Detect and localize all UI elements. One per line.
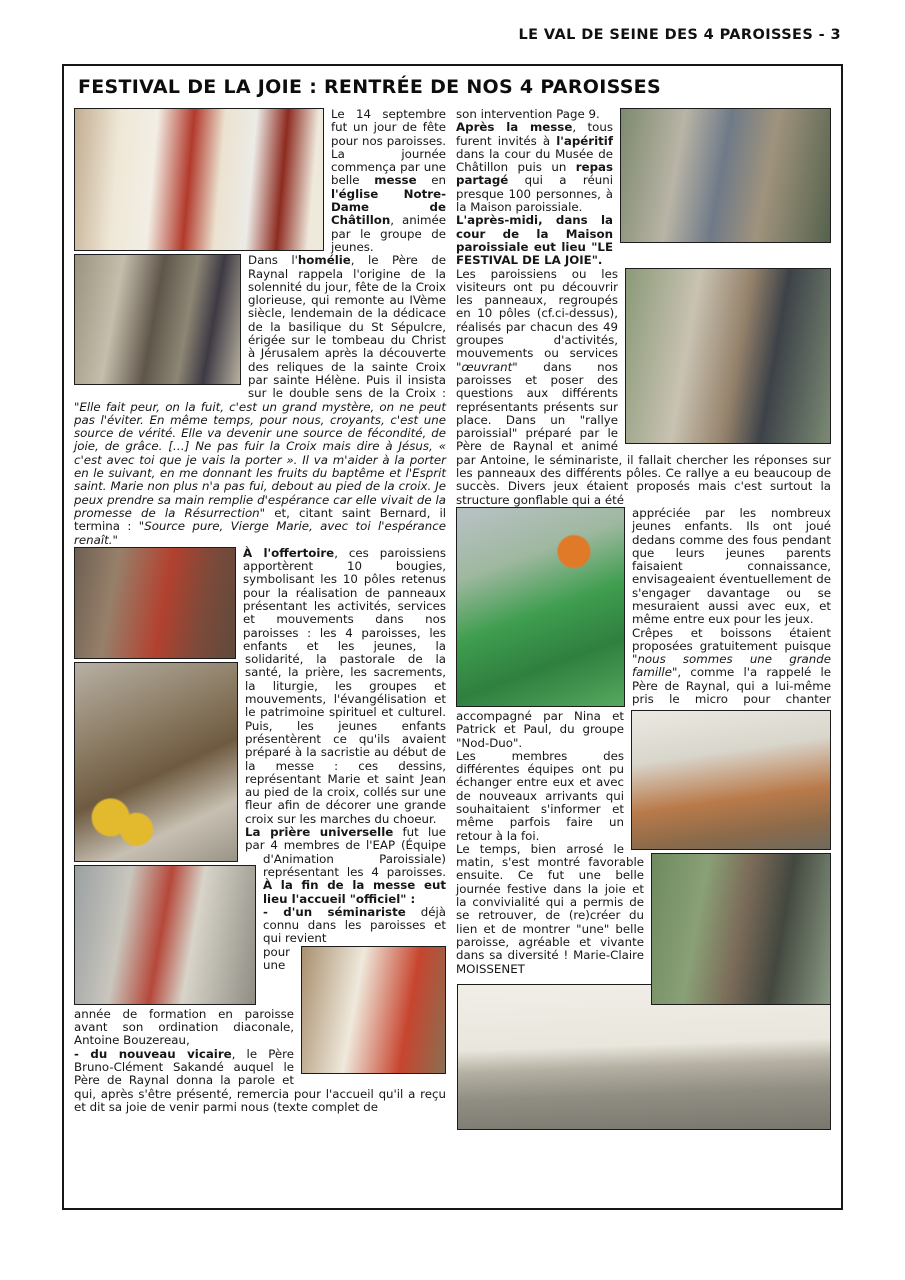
photo-singers-microphone (651, 853, 831, 1005)
article-paragraph: Le temps, bien arrosé le matin, s'est montré favorable ensuite. Ce fut une belle journée festive dans la joie et la convivialité qui a permis de se retrouver, de (re)créer du lien et de montrer "une" belle paroisse, agréable et vivante dans sa diversité ! Marie-Claire MOISSENET (456, 841, 644, 976)
column-right (456, 108, 831, 1130)
photo-children-choir-cross (74, 662, 238, 862)
article-paragraph: Crêpes et boissons étaient proposées gratuitement puisque "nous sommes une grande famille", comme l'a rappelé le Père de Raynal, qui a lui-même pris le micro pour chanter accompagné par Nina et Patrick et Paul, du groupe "Nod-Duo". (456, 625, 831, 750)
article-paragraph: Dans l'homélie, le Père de Raynal rappela l'origine de la solennité du jour, fête de la Croix glorieuse, qui remonte au IVème siècle, lendemain de la dédicace de la basilique du St Sépulcre, érigée sur le tombeau du Christ à Jérusalem après la découverte des reliques de la sainte Croix par sainte Hélène. Puis il insista sur le double sens de la Croix : "Elle fait peur, on la fuit, c'est un grand mystère, on ne peut pas l'éviter. En même temps, pour nous, croyants, c'est une source de vérité. Elle va devenir une source de fécondité, de joie, de grâce. […] Ne pas fuir la Croix mais dire à Jésus, « c'est avec toi que je vais la porter ». Il va m'aider à la porter en le suivant, en me donnant les fruits du baptême et l'Esprit saint. Marie non plus n'a pas fui, debout au pied de la croix. Je peux prendre sa main remplie d'espérance car elle vivait de la promesse de la Résurrection" et, citant saint Bernard, il termina : "Source pure, Vierge Marie, avec toi l'espérance renaît." (74, 253, 447, 547)
article-paragraph: - du nouveau vicaire, le Père Bruno-Clément Sakandé auquel le Père de Raynal donna la parole et qui, après s'être présenté, remercia pour l'accueil qu'il a reçu et dit sa joie de venir parmi nous (texte complet de (74, 1046, 446, 1114)
photo-new-vicar-lectern (301, 946, 446, 1074)
masthead-page-number: LE VAL DE SEINE DES 4 PAROISSES - 3 (518, 27, 841, 43)
column-left (74, 108, 446, 1130)
article-paragraph: - d'un séminariste déjà connu dans les paroisses et qui revient (263, 904, 446, 946)
photo-rally-panels-reading (625, 268, 831, 444)
article-paragraph: Les paroissiens ou les visiteurs ont pu découvrir les panneaux, regroupés en 10 pôles (cf.ci-dessus), réalisés par chacun des 49 groupes d'activités, mouvements ou services "œuvrant" dans nos paroisses et poser des questions aux différents représentants présents sur place. Dans un "rallye paroissial" préparé par le Père de Raynal et animé par Antoine, le séminariste, il fallait chercher les réponses sur les panneaux des différents pôles. Ce rallye a eu beaucoup de succès. Divers jeux étaient proposés mais c'est surtout la structure gonflable qui a été (456, 266, 831, 507)
article-paragraph: appréciée par les nombreux jeunes enfants. Ils ont joué dedans comme des fous pendant que leurs jeunes parents faisaient connaissance, envisageaient éventuellement de s'engager davantage ou se mesuraient aussi avec eux, et même entre eux pour les jeux. (632, 505, 831, 627)
article-columns (74, 108, 831, 1130)
photo-festival-tent-stands (457, 984, 831, 1130)
photo-offertory-candles (74, 547, 236, 659)
article-paragraph: À l'offertoire, ces paroissiens apportèrent 10 bougies, symbolisant les 10 pôles retenus pour la réalisation de panneaux présentant les activités, services et mouvements dans nos paroisses : les 4 paroisses, les enfants et les jeunes, la solidarité, la pastorale de la santé, la prière, les sacrements, la liturgie, les groupes et mouvements, l'évangélisation et le patrimoine spirituel et culturel. Puis, les jeunes enfants présentèrent ce qu'ils avaient préparé à la sacristie au début de la messe : ces dessins, représentant Marie et saint Jean au pied de la croix, collés sur une fleur afin de décorer une grande croix sur les marches du choeur. (243, 545, 446, 826)
article-paragraph: L'après-midi, dans la cour de la Maison paroissiale eut lieu "LE FESTIVAL DE LA JOIE". (456, 213, 613, 268)
article-paragraph: Les membres des différentes équipes ont pu échanger entre eux et avec de nouveaux arrivants qui souhaitaient s'informer et même parfois faire un retour à la foi. (456, 748, 624, 843)
photo-mass-celebrants (74, 108, 324, 251)
photo-inflatable-dragon (456, 507, 625, 707)
photo-eap-lectern-readers (74, 865, 256, 1005)
article-paragraph: Après la messe, tous furent invités à l'apéritif dans la cour du Musée de Châtillon puis un repas partagé qui a réuni presque 100 personnes, à la Maison paroissiale. (456, 120, 613, 215)
photo-crowd-courtyard (620, 108, 831, 243)
article-frame (62, 64, 843, 1210)
photo-crepes-table-tent (631, 710, 831, 850)
article-title: FESTIVAL DE LA JOIE : RENTRÉE DE NOS 4 PAROISSES (78, 76, 661, 98)
article-paragraph: son intervention Page 9. (456, 107, 600, 121)
article-paragraph: pour une année de formation en paroisse avant son ordination diaconale, Antoine Bouzereau, (74, 944, 294, 1048)
article-paragraph: Le 14 septembre fut un jour de fête pour nos paroisses. La journée commença par une belle messe en l'église Notre-Dame de Châtillon, animée par le groupe de jeunes. (331, 107, 446, 254)
article-paragraph: La prière universelle fut lue par 4 membres de l'EAP (Équipe d'Animation Paroissiale) représentant les 4 paroisses. À la fin de la messe eut lieu l'accueil "officiel" : (245, 825, 446, 906)
photo-music-group-church (74, 254, 241, 385)
